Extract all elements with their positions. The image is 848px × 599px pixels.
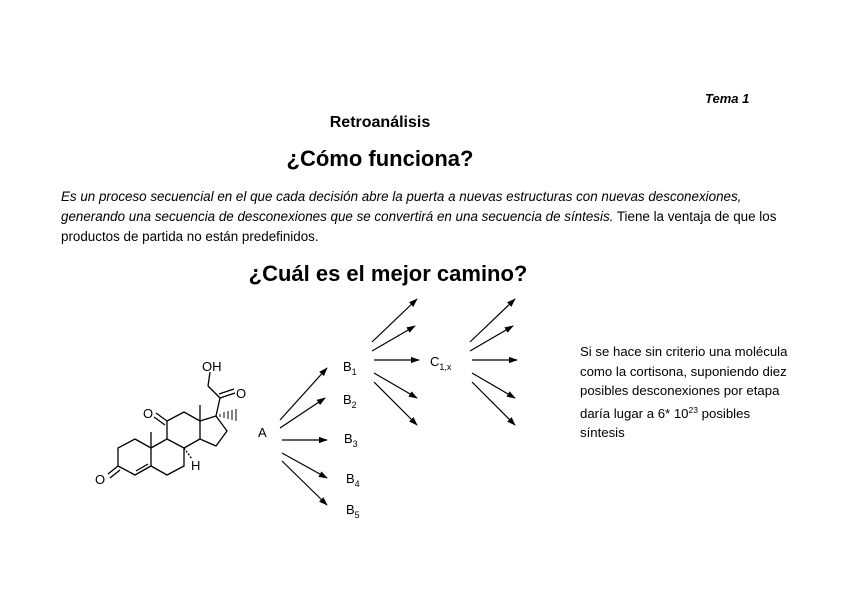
page-subtitle: Retroanálisis [329,114,431,131]
arrow-a-b4 [282,453,327,478]
molecule-labels [95,359,246,487]
node-b1: $B_1$ [343,359,357,377]
label-o-c3: O [95,472,106,487]
topic-label: Tema 1 [705,91,750,106]
cortisone-structure [108,372,236,478]
node-b2: $B_2$ [343,392,357,410]
question-best-path: ¿Cuál es el mejor camino? [248,261,528,286]
side-note [580,342,790,443]
arrow-b1-c-4 [374,373,417,398]
tree-arrows [280,299,517,505]
arrow-c-d-5 [472,382,515,425]
node-b4: $B_4$ [346,471,360,489]
arrow-b1-c-2 [372,326,415,351]
note-text: Si se hace sin criterio una molécula como la cortisona, suponiendo diez posibles desconexiones por etapa daría lugar a 6* 10 [580,344,788,421]
label-h: H [191,458,201,473]
arrow-b1-c-1 [372,299,417,342]
node-a: A [258,425,267,440]
paragraph-normal-text: Tiene la ventaja de que los productos de partida no están predefinidos. [61,209,777,244]
arrow-c-d-1 [470,299,515,342]
tree-labels [258,354,452,520]
node-c1x: $C_{1,x}$ [430,354,452,372]
note-exponent: 23 [688,404,698,415]
arrow-c-d-4 [472,373,515,398]
label-oh: OH [202,359,222,374]
note-tail: posibles síntesis [580,405,751,440]
arrow-b1-c-5 [374,382,417,425]
arrow-c-d-2 [470,326,513,351]
node-b5: $B_5$ [346,502,360,520]
node-b3: $B_3$ [344,431,358,449]
label-o-side-chain: O [236,386,247,401]
question-how-it-works: ¿Cómo funciona? [286,146,474,171]
arrow-a-b5 [282,461,327,505]
label-o-c11: O [143,406,154,421]
paragraph-italic-text: Es un proceso secuencial en el que cada decisión abre la puerta a nuevas estructuras con nuevas desconexiones, generando una secuencia de desconexiones que se convertirá en una secuencia de síntesis. [61,189,742,224]
